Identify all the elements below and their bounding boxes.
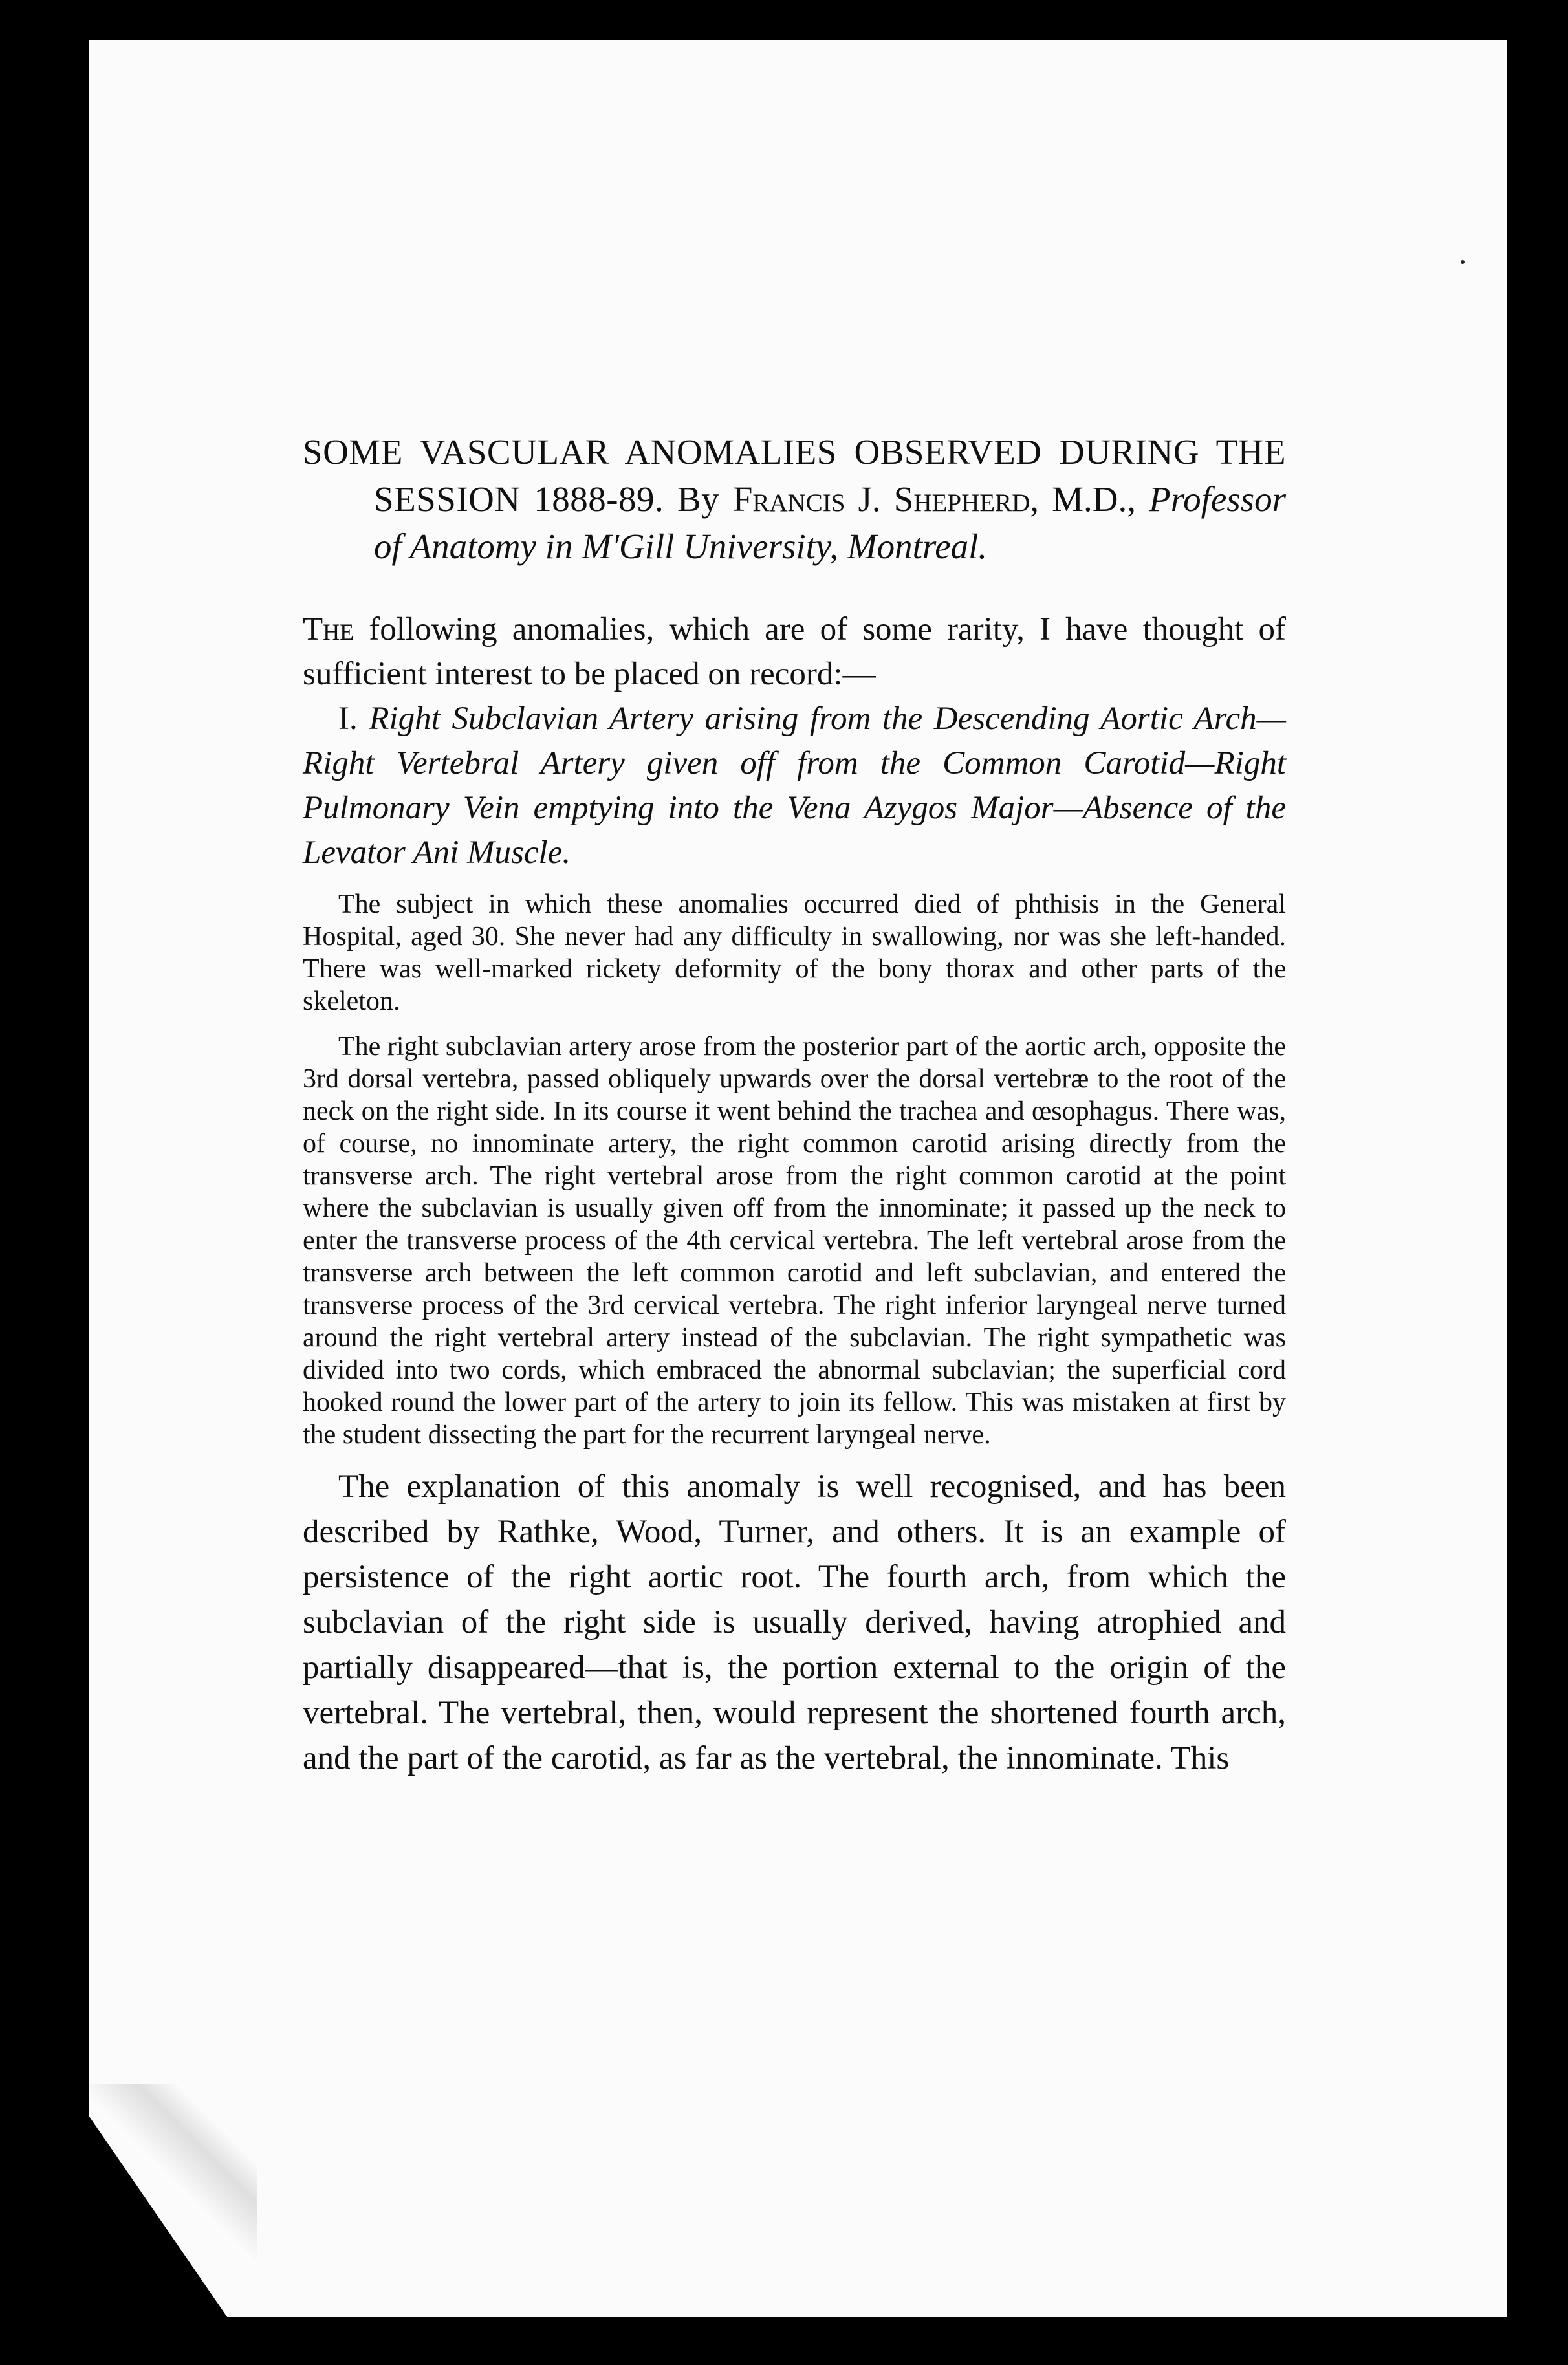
section-numeral: I. bbox=[338, 701, 369, 737]
author-name: Francis J. Shepherd bbox=[732, 479, 1030, 519]
speck bbox=[1461, 260, 1465, 264]
article-body bbox=[303, 428, 1286, 1781]
scanned-page bbox=[89, 40, 1507, 2317]
dissection-findings-paragraph: The right subclavian artery arose from the posterior part of the aortic arch, opposite the 3rd dorsal vertebra, passed obliquely upwards over the dorsal vertebræ to the root of the neck on the right side. In its course it went behind the trachea and œsophagus. There was, of course, no innominate artery, the right common carotid arising directly from the transverse arch. The right vertebral arose from the right common carotid at the point where the subclavian is usually given off from the innominate; it passed up the neck to enter the transverse process of the 4th cervical vertebra. The left vertebral arose from the transverse arch between the left common carotid and left subclavian, and entered the transverse process of the 3rd cervical vertebra. The right inferior laryngeal nerve turned around the right vertebral artery instead of the subclavian. The right sympathetic was divided into two cords, which embraced the abnormal subclavian; the superficial cord hooked round the lower part of the artery to join its fellow. This was mistaken at first by the student dissecting the part for the recurrent laryngeal nerve. bbox=[303, 1032, 1286, 1450]
folded-corner bbox=[89, 2113, 229, 2317]
author-affiliation: Professor of Anatomy in M'Gill University, Montreal. bbox=[374, 479, 1286, 566]
intro-first-word: The bbox=[303, 611, 354, 648]
section-heading-text: Right Subclavian Artery arising from the Descending Aortic Arch—Right Vertebral Artery given off from the Common Carotid—Right Pulmonary Vein emptying into the Vena Azygos Major—Absence of the Levator Ani Muscle. bbox=[303, 701, 1287, 871]
explanation-paragraph: The explanation of this anomaly is well recognised, and has been described by Rathke, Wood, Turner, and others. It is an example of persistence of the right aortic root. The fourth arch, from which the subclavian of the right side is usually derived, having atrophied and partially disappeared—that is, the portion external to the origin of the vertebral. The vertebral, then, would represent the shortened fourth arch, and the part of the carotid, as far as the vertebral, the innominate. This bbox=[303, 1468, 1286, 1776]
author-degree: , M.D., bbox=[1030, 479, 1149, 519]
section-heading bbox=[303, 697, 1286, 875]
case-description-paragraph: The subject in which these anomalies occurred died of phthisis in the General Hospital, aged 30. She never had any difficulty in swallowing, nor was she left-handed. There was well-marked rickety deformity of the bony thorax and other parts of the skeleton. bbox=[303, 889, 1286, 1016]
title-text: SOME VASCULAR ANOMALIES OBSERVED DURING THE SESSION 1888-89. By bbox=[303, 432, 1286, 519]
article-title bbox=[303, 428, 1286, 570]
intro-paragraph bbox=[303, 607, 1286, 697]
intro-text: following anomalies, which are of some rarity, I have thought of sufficient interest to be placed on record:— bbox=[303, 611, 1286, 692]
